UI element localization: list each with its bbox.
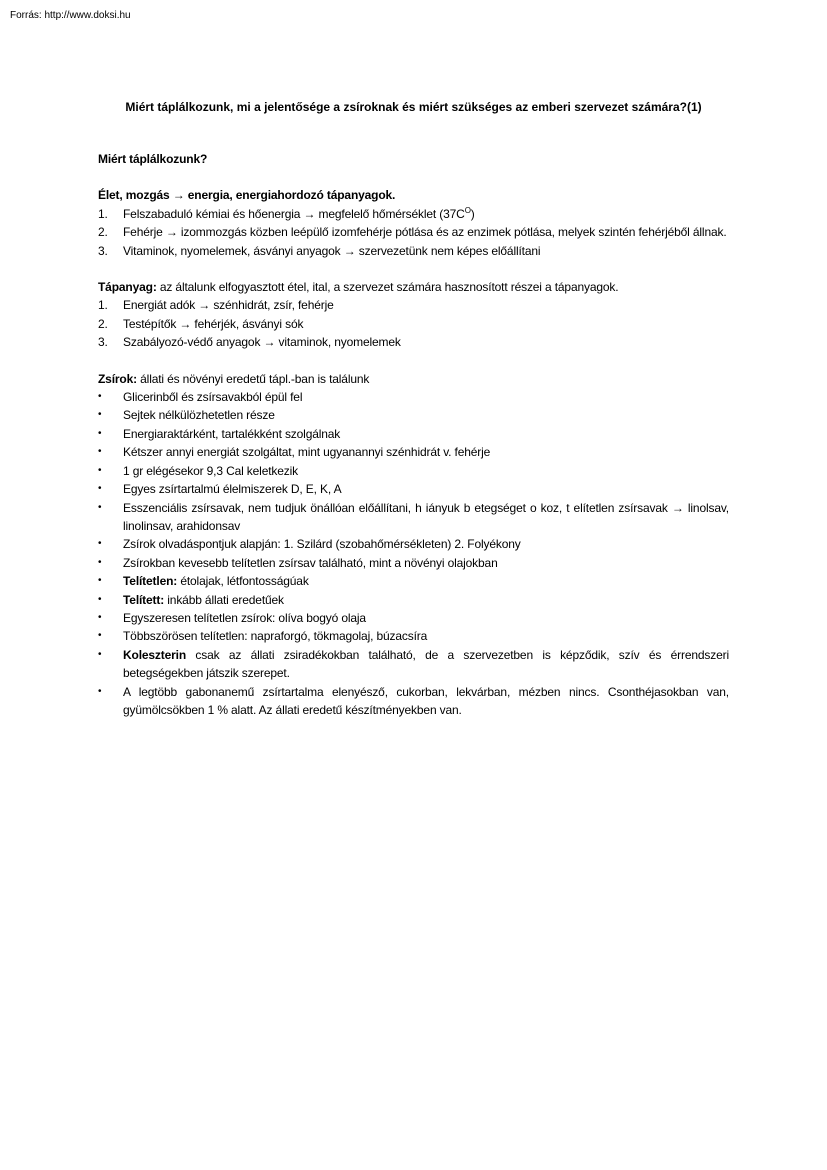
bullet-icon: • [98, 630, 102, 642]
list-text: Energiát adók → szénhidrát, zsír, fehérje [123, 298, 334, 313]
bullet-item [98, 535, 729, 553]
bullet-text: Kétszer annyi energiát szolgáltat, mint ugyanannyi szénhidrát v. fehérje [123, 445, 491, 460]
bullet-text: csak az állati zsiradékokban található, de a szervezetben is képződik, szív és érrendszeri betegségekben játszik szerepet. [123, 647, 729, 681]
list-number: 1. [98, 206, 108, 221]
bullet-item [98, 462, 729, 480]
bullet-item [98, 627, 729, 645]
list-number: 2. [98, 316, 108, 331]
bullet-icon: • [98, 593, 102, 605]
list-text-end: ) [470, 206, 475, 221]
bullet-icon: • [98, 427, 102, 439]
bullet-icon: • [98, 556, 102, 568]
list-text: Fehérje → izommozgás közben leépülő izomfehérje pótlása és az enzimek pótlása, melyek szintén fehérjéből állnak. [123, 225, 727, 240]
superscript: O [464, 205, 471, 215]
bullet-icon: • [98, 648, 102, 660]
section3-intro [98, 370, 729, 388]
section3-text: állati és növényi eredetű tápl.-ban is találunk [136, 371, 370, 386]
source-line: Forrás: http://www.doksi.hu [10, 10, 131, 21]
bullet-item [98, 683, 729, 720]
heading-why-eat: Miért táplálkozunk? [98, 152, 208, 166]
bullet-text: 1 gr elégésekor 9,3 Cal keletkezik [123, 463, 298, 478]
document-body [98, 150, 729, 719]
list-text: Testépítők → fehérjék, ásványi sók [123, 316, 304, 331]
section1-heading: Élet, mozgás → energia, energiahordozó tápanyagok. [98, 188, 396, 203]
bullet-item [98, 443, 729, 461]
list-text: Szabályozó-védő anyagok → vitaminok, nyomelemek [123, 335, 401, 350]
list-item [98, 223, 729, 241]
bullet-item [98, 646, 729, 683]
bullet-item [98, 480, 729, 498]
bullet-text: étolajak, létfontosságúak [177, 574, 309, 589]
section2-intro [98, 278, 729, 296]
bullet-text: A legtöbb gabonanemű zsírtartalma elenyésző, cukorban, lekvárban, mézben nincs. Csonthéjasokban van, gyümölcsökben 1 % alatt. Az állati eredetű készítményekben van. [123, 684, 729, 717]
list-item [98, 296, 729, 314]
section3-label: Zsírok: [98, 371, 137, 386]
bullet-item [98, 499, 729, 536]
section2-label: Tápanyag: [98, 280, 157, 295]
bullet-bold: Telítetlen: [123, 574, 178, 589]
bullet-text: Többszörösen telítetlen: napraforgó, tökmagolaj, búzacsíra [123, 629, 428, 644]
bullet-text: Zsírokban kevesebb telítetlen zsírsav található, mint a növényi olajokban [123, 555, 498, 570]
section2-text: az általunk elfogyasztott étel, ital, a szervezet számára hasznosított részei a tápanyagok. [156, 280, 619, 295]
bullet-bold: Telített: [123, 592, 165, 607]
bullet-icon: • [98, 501, 102, 513]
list-item [98, 333, 729, 351]
bullet-icon: • [98, 538, 102, 550]
bullet-icon: • [98, 575, 102, 587]
bullet-text: inkább állati eredetűek [164, 592, 284, 607]
bullet-text: Glicerinből és zsírsavakból épül fel [123, 390, 303, 405]
list-text: Vitaminok, nyomelemek, ásványi anyagok → szervezetünk nem képes előállítani [123, 243, 541, 258]
bullet-item [98, 591, 729, 609]
bullet-icon: • [98, 409, 102, 421]
bullet-text: Sejtek nélkülözhetetlen része [123, 408, 275, 423]
list-item [98, 242, 729, 260]
bullet-icon: • [98, 446, 102, 458]
bullet-text: Zsírok olvadáspontjuk alapján: 1. Szilárd (szobahőmérsékleten) 2. Folyékony [123, 537, 521, 552]
bullet-icon: • [98, 611, 102, 623]
bullet-text: Energiaraktárként, tartalékként szolgálnak [123, 426, 341, 441]
bullet-icon: • [98, 391, 102, 403]
list-number: 2. [98, 225, 108, 240]
bullet-text: Egyszeresen telítetlen zsírok: olíva bogyó olaja [123, 610, 366, 625]
bullet-icon: • [98, 685, 102, 697]
bullet-item [98, 425, 729, 443]
list-text: Felszabaduló kémiai és hőenergia → megfelelő hőmérséklet (37C [123, 206, 465, 221]
list-item [98, 315, 729, 333]
bullet-item [98, 406, 729, 424]
list-number: 3. [98, 243, 108, 258]
list-number: 1. [98, 298, 108, 313]
bullet-text: Egyes zsírtartalmú élelmiszerek D, E, K, A [123, 482, 342, 497]
bullet-item [98, 572, 729, 590]
bullet-bold: Koleszterin [123, 647, 187, 662]
bullet-item [98, 609, 729, 627]
list-item [98, 205, 729, 223]
list-number: 3. [98, 335, 108, 350]
bullet-item [98, 554, 729, 572]
bullet-text: Esszenciális zsírsavak, nem tudjuk önállóan előállítani, h iányuk b etegséget o koz, t elítetlen zsírsavak → linolsav, linolinsav, arahidonsav [123, 500, 729, 533]
bullet-icon: • [98, 483, 102, 495]
bullet-list [98, 388, 729, 719]
document-title: Miért táplálkozunk, mi a jelentősége a zsíroknak és miért szükséges az emberi szervezet számára?(1) [125, 100, 702, 114]
bullet-icon: • [98, 464, 102, 476]
bullet-item [98, 388, 729, 406]
